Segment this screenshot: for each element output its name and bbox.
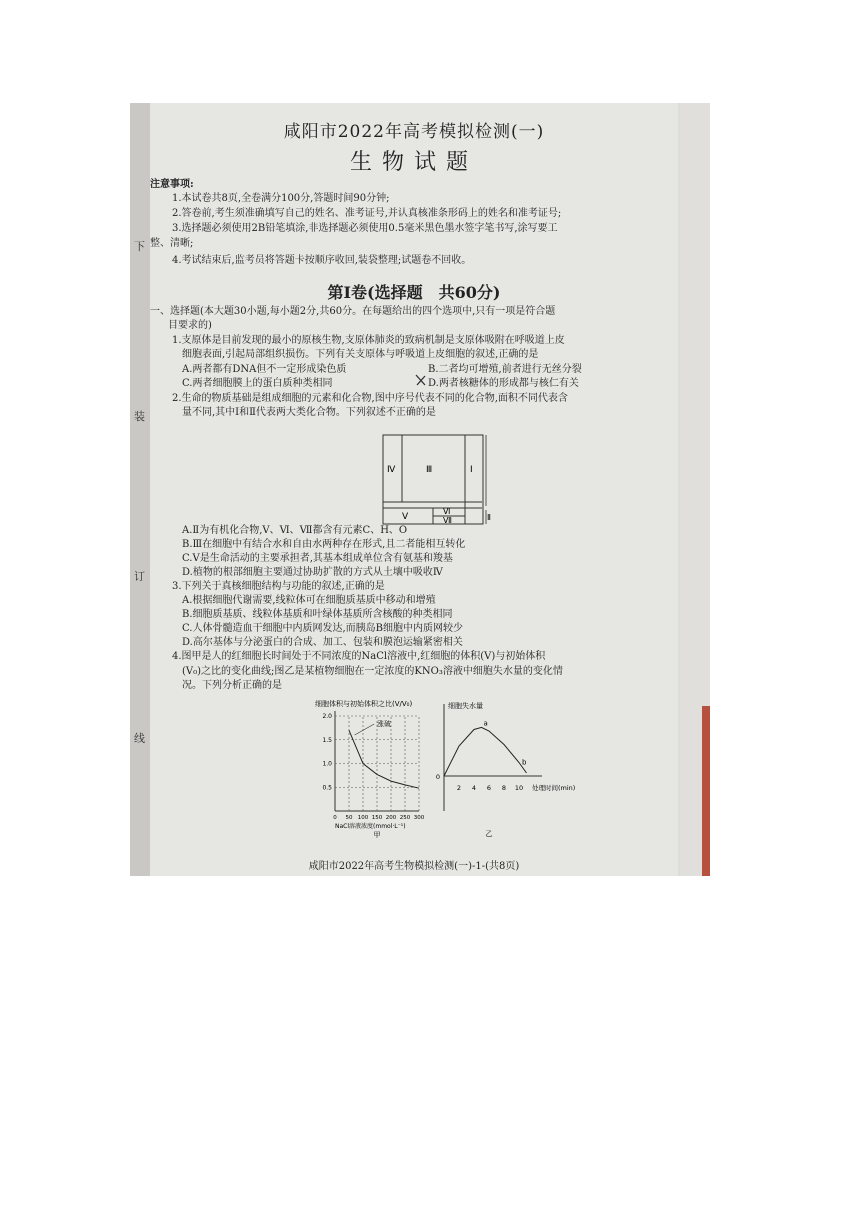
label-i: Ⅰ — [470, 465, 473, 475]
left-margin-strip — [130, 103, 150, 876]
q4-stem-3: 况。下列分析正确的是 — [182, 680, 282, 691]
page-footer: 咸阳市2022年高考生物模拟检测(一)-1-(共8页) — [308, 861, 520, 872]
label-iii: Ⅲ — [426, 465, 433, 475]
chart-a-ytick: 1.0 — [322, 760, 332, 768]
notice-3: 3.选择题必须使用2B铅笔填涂,非选择题必须使用0.5毫米黑色墨水签字笔书写,涂写要工 — [172, 223, 558, 234]
chart-b-ylabel: 细胞失水量 — [448, 702, 483, 710]
chart-a-annotation: 涨破 — [377, 720, 391, 728]
label-v: Ⅴ — [402, 512, 409, 522]
q3-option-a: A.根据细胞代谢需要,线粒体可在细胞质基质中移动和增殖 — [182, 595, 436, 606]
q1-stem-1: 1.支原体是目前发现的最小的原核生物,支原体肺炎的致病机制是支原体吸附在呼吸道上皮 — [172, 335, 565, 346]
q3-stem: 3.下列关于真核细胞结构与功能的叙述,正确的是 — [172, 581, 385, 592]
q2-option-b: B.Ⅲ在细胞中有结合水和自由水两种存在形式,且二者能相互转化 — [182, 539, 466, 550]
chart-a-ytick: 2.0 — [322, 713, 332, 720]
notice-4: 4.考试结束后,监考员将答题卡按顺序收回,装袋整理;试题卷不回收。 — [172, 255, 472, 266]
q1-option-b: B.二者均可增殖,前者进行无丝分裂 — [428, 364, 582, 375]
chart-a-curve — [349, 730, 419, 788]
label-iv: Ⅳ — [387, 465, 396, 475]
chart-b-xtick: 8 — [501, 784, 507, 792]
q1-option-d: D.两者核糖体的形成都与核仁有关 — [428, 378, 579, 389]
label-vii: Ⅶ — [443, 516, 452, 525]
q2-stem-2: 量不同,其中Ⅰ和Ⅱ代表两大类化合物。下列叙述不正确的是 — [182, 407, 436, 418]
chart-a-xtick: 300 — [413, 815, 425, 821]
chart-a-xtick: 200 — [385, 815, 397, 821]
chart-b-xtick: 6 — [486, 784, 492, 792]
exam-sheet — [150, 103, 678, 876]
notice-3-cont: 整、清晰; — [150, 238, 194, 249]
q3-option-d: D.高尔基体与分泌蛋白的合成、加工、包装和膜泡运输紧密相关 — [182, 637, 463, 648]
q1-option-a: A.两者都有DNA但不一定形成染色质 — [182, 364, 347, 375]
q2-option-d: D.植物的根部细胞主要通过协助扩散的方式从土壤中吸收Ⅳ — [182, 567, 443, 578]
q2-option-a: A.Ⅱ为有机化合物,Ⅴ、Ⅵ、Ⅶ都含有元素C、H、O — [182, 525, 408, 536]
q4-stem-2: (V₀)之比的变化曲线;图乙是某植物细胞在一定浓度的KNO₃溶液中细胞失水量的变化情 — [182, 666, 563, 677]
side-char-ding: 订 — [134, 570, 145, 583]
chart-b-xtick: 4 — [471, 784, 477, 792]
notice-label: 注意事项: — [150, 179, 194, 190]
chart-a-ylabel: 细胞体积与初始体积之比(V/V₀) — [315, 700, 413, 708]
q3-option-b: B.细胞质基质、线粒体基质和叶绿体基质所含核酸的种类相同 — [182, 609, 453, 620]
chart-b-caption: 乙 — [485, 830, 493, 838]
chart-a-ytick: 0.5 — [322, 784, 332, 792]
q3-option-c: C.人体骨髓造血干细胞中内质网发达,而胰岛B细胞中内质网较少 — [182, 623, 464, 634]
chart-b-xtick: 2 — [456, 784, 462, 792]
subject-title: 生物试题 — [349, 150, 478, 175]
q4-stem-1: 4.图甲是人的红细胞长时间处于不同浓度的NaCl溶液中,红细胞的体积(V)与初始体积 — [172, 651, 546, 662]
label-vi: Ⅵ — [443, 507, 451, 516]
chart-a-xlabel: NaCl溶液浓度(mmol·L⁻¹) — [335, 823, 406, 830]
chart-a-ytick: 1.5 — [322, 736, 332, 744]
handwritten-mark — [414, 373, 428, 387]
chart-b-curve — [444, 727, 527, 776]
chart-b-point-b: b — [522, 758, 527, 767]
exam-photo — [130, 103, 710, 876]
right-background-strip — [680, 103, 710, 876]
compound-area-diagram — [382, 434, 494, 526]
part-intro-2: 目要求的) — [168, 320, 212, 331]
chart-a-xtick: 0 — [333, 815, 337, 821]
q1-stem-2: 细胞表面,引起局部组织损伤。下列有关支原体与呼吸道上皮细胞的叙述,正确的是 — [182, 349, 539, 360]
section-title: 第Ⅰ卷(选择题 共60分) — [327, 283, 501, 302]
side-char-xia: 下 — [134, 240, 145, 253]
q2-option-c: C.Ⅴ是生命活动的主要承担者,其基本组成单位含有氨基和羧基 — [182, 553, 453, 564]
chart-a-xtick: 250 — [399, 815, 411, 821]
side-char-xian: 线 — [134, 732, 145, 745]
exam-title: 咸阳市2022年高考模拟检测(一) — [283, 122, 545, 142]
side-char-zhuang: 装 — [134, 410, 145, 423]
chart-a-xtick: 100 — [357, 815, 369, 821]
chart-a-xtick: 50 — [345, 815, 353, 821]
label-ii: Ⅱ — [487, 513, 491, 522]
chart-b-xtick: 10 — [514, 784, 524, 792]
chart-a-annotation-pointer — [355, 724, 375, 735]
notice-1: 1.本试卷共8页,全卷满分100分,答题时间90分钟; — [172, 193, 390, 204]
red-edge — [702, 706, 710, 876]
chart-yi — [430, 696, 576, 841]
chart-jia — [315, 696, 427, 841]
chart-a-caption: 甲 — [373, 831, 381, 839]
chart-b-point-a: a — [483, 719, 488, 728]
q2-stem-1: 2.生命的物质基础是组成细胞的元素和化合物,图中序号代表不同的化合物,面积不同代表含 — [172, 393, 568, 404]
notice-2: 2.答卷前,考生须准确填写自己的姓名、准考证号,并认真核准条形码上的姓名和准考证号; — [172, 208, 562, 219]
q1-option-c: C.两者细胞膜上的蛋白质种类相同 — [182, 378, 333, 389]
chart-a-xtick: 150 — [371, 815, 383, 821]
chart-b-xlabel: 处理时间(min) — [532, 784, 576, 792]
part-intro-1: 一、选择题(本大题30小题,每小题2分,共60分。在每题给出的四个选项中,只有一项是符合题 — [150, 306, 556, 317]
chart-b-xtick: 0 — [435, 773, 441, 781]
